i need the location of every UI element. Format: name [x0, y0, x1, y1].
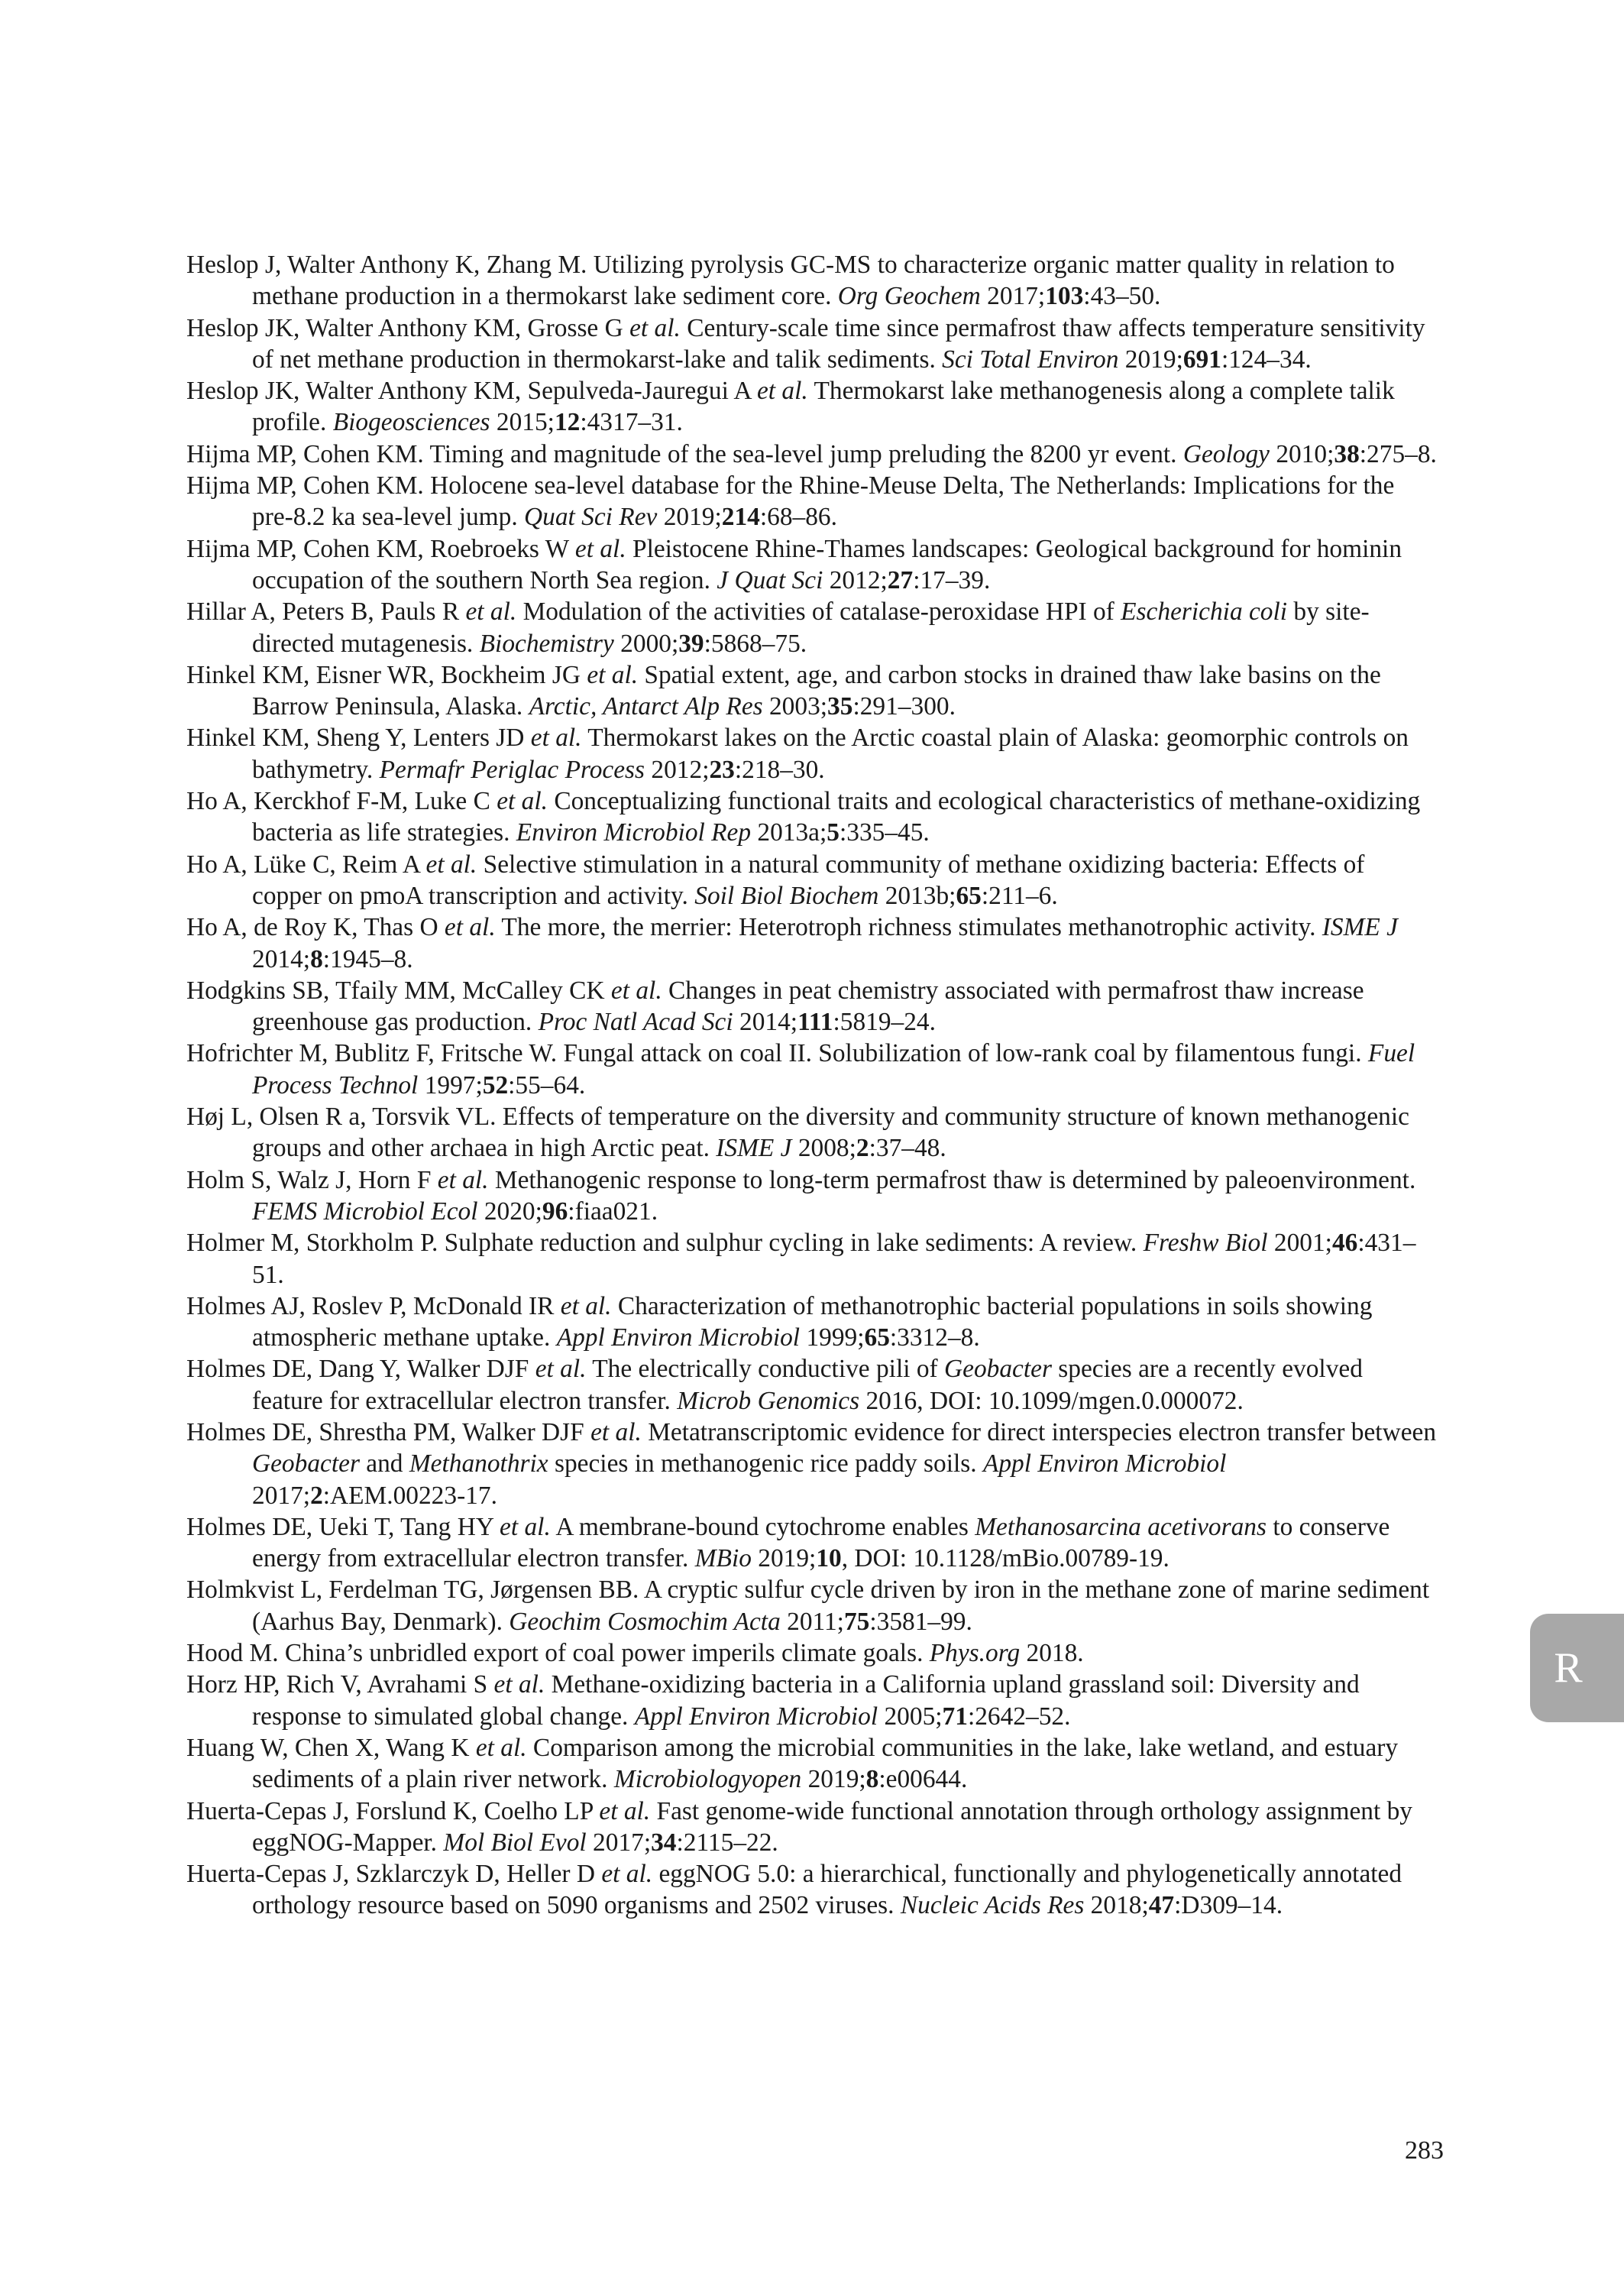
italic-text: et al. [425, 850, 477, 879]
reference-text: 2010; [1269, 439, 1334, 468]
italic-text: Phys.org [929, 1639, 1021, 1668]
reference-entry [186, 659, 1439, 723]
reference-entry [186, 722, 1439, 785]
italic-text: et al. [599, 1796, 651, 1825]
reference-text: :fiaa021. [568, 1197, 658, 1226]
bold-volume: 10 [816, 1544, 842, 1573]
reference-text: Hillar A, Peters B, Pauls R [186, 598, 466, 627]
italic-text: FEMS Microbiol Ecol [252, 1197, 478, 1226]
italic-text: et al. [610, 976, 662, 1005]
reference-text: :68–86. [759, 503, 837, 532]
reference-text: 2016, DOI: 10.1099/mgen.0.000072. [859, 1386, 1244, 1415]
reference-entry [186, 1353, 1439, 1417]
bold-volume: 2 [310, 1481, 323, 1510]
reference-text: 2017; [980, 282, 1046, 311]
reference-text: Horz HP, Rich V, Avrahami S [186, 1670, 494, 1699]
reference-text: :291–300. [852, 692, 956, 721]
section-tab [1530, 1614, 1624, 1722]
italic-text: et al. [601, 1860, 653, 1889]
reference-text: :2642–52. [967, 1702, 1071, 1731]
reference-text: Comparison among the microbial communities in the lake, lake wetland, and estuary sediments of a plain river network. [252, 1733, 1399, 1794]
reference-text: 2017; [586, 1828, 652, 1857]
reference-text: Changes in peat chemistry associated with permafrost thaw increase greenhouse gas production. [252, 976, 1364, 1037]
reference-text: 2005; [878, 1702, 943, 1731]
bold-volume: 12 [554, 408, 581, 437]
italic-text: Fuel Process Technol [252, 1039, 1415, 1100]
reference-text: Fast genome-wide functional annotation through orthology assignment by eggNOG-Mapper. [252, 1796, 1412, 1857]
reference-text: , DOI: 10.1128/mBio.00789-19. [841, 1544, 1169, 1573]
reference-entry [186, 1038, 1439, 1101]
reference-text: :4317–31. [580, 408, 683, 437]
bold-volume: 691 [1182, 345, 1221, 374]
italic-text: Biogeosciences [332, 408, 490, 437]
reference-text: Ho A, de Roy K, Thas O [186, 913, 445, 942]
reference-text: 2008; [791, 1134, 856, 1163]
section-tab-letter: R [1554, 1644, 1583, 1692]
reference-text: 2018; [1084, 1891, 1149, 1920]
reference-entry [186, 975, 1439, 1038]
reference-text: eggNOG 5.0: a hierarchical, functionally and phylogenetically annotated orthology resource based on 5090 organisms and 2502 viruses. [252, 1860, 1402, 1920]
reference-text: :275–8. [1359, 439, 1437, 468]
italic-text: Quat Sci Rev [524, 503, 658, 532]
italic-text: Proc Natl Acad Sci [538, 1008, 733, 1037]
reference-text: Hood M. China’s unbridled export of coal power imperils climate goals. [186, 1639, 930, 1668]
italic-text: MBio [694, 1544, 752, 1573]
bold-volume: 38 [1334, 439, 1360, 468]
reference-entry [186, 375, 1439, 439]
reference-text: 2001; [1267, 1229, 1332, 1258]
reference-text: Hijma MP, Cohen KM. Timing and magnitude of the sea-level jump preluding the 8200 yr event. [186, 439, 1183, 468]
italic-text: Appl Environ Microbiol [556, 1323, 801, 1352]
reference-text: 2019; [801, 1765, 866, 1794]
reference-text: Heslop JK, Walter Anthony KM, Grosse G [186, 313, 630, 342]
bold-volume: 34 [651, 1828, 677, 1857]
italic-text: Escherichia coli [1121, 598, 1288, 627]
bold-volume: 52 [482, 1070, 509, 1100]
reference-text: :55–64. [508, 1070, 586, 1100]
page-number: 283 [1405, 2136, 1444, 2165]
reference-text: Heslop J, Walter Anthony K, Zhang M. Utilizing pyrolysis GC-MS to characterize organic matter quality in relation to methane production in a thermokarst lake sediment core. [186, 251, 1395, 311]
reference-text: Holmkvist L, Ferdelman TG, Jørgensen BB. A cryptic sulfur cycle driven by iron in the methane zone of marine sediment (Aarhus Bay, Denmark). [186, 1576, 1430, 1636]
italic-text: et al. [590, 1417, 642, 1446]
reference-entry [186, 912, 1439, 975]
reference-text: Spatial extent, age, and carbon stocks in drained thaw lake basins on the Barrow Peninsula, Alaska. [252, 660, 1381, 721]
reference-text: 2012; [823, 565, 888, 594]
reference-text: Hodgkins SB, Tfaily MM, McCalley CK [186, 976, 611, 1005]
reference-entry [186, 470, 1439, 533]
italic-text: Nucleic Acids Res [900, 1891, 1085, 1920]
bold-volume: 2 [856, 1134, 869, 1163]
reference-entry [186, 533, 1439, 597]
reference-text: Holmes DE, Shrestha PM, Walker DJF [186, 1417, 591, 1446]
reference-text: 2003; [762, 692, 828, 721]
italic-text: et al. [437, 1165, 489, 1194]
italic-text: Appl Environ Microbiol [982, 1449, 1227, 1478]
reference-text: Pleistocene Rhine-Thames landscapes: Geological background for hominin occupation of the southern North Sea region. [252, 534, 1402, 594]
italic-text: Permafr Periglac Process [379, 755, 645, 784]
italic-text: et al. [444, 913, 496, 942]
italic-text: et al. [475, 1733, 527, 1762]
reference-text: 2015; [490, 408, 555, 437]
italic-text: Geology [1182, 439, 1270, 468]
reference-text: Holmes AJ, Roslev P, McDonald IR [186, 1291, 561, 1320]
bold-volume: 8 [865, 1765, 879, 1794]
reference-text: by site-directed mutagenesis. [252, 598, 1370, 658]
reference-text: 2000; [613, 629, 679, 658]
italic-text: Geobacter [944, 1355, 1052, 1384]
reference-entry [186, 785, 1439, 849]
reference-entry [186, 439, 1439, 470]
italic-text: Sci Total Environ [942, 345, 1119, 374]
reference-text: Huang W, Chen X, Wang K [186, 1733, 476, 1762]
reference-text: Holm S, Walz J, Horn F [186, 1165, 438, 1194]
reference-text: Metatranscriptomic evidence for direct interspecies electron transfer between [641, 1417, 1437, 1446]
reference-entry [186, 1227, 1439, 1291]
reference-text: species are a recently evolved feature for extracellular electron transfer. [252, 1355, 1363, 1415]
reference-text: Hijma MP, Cohen KM, Roebroeks W [186, 534, 575, 563]
reference-text: species in methanogenic rice paddy soils. [548, 1449, 983, 1478]
reference-text: Methane-oxidizing bacteria in a California upland grassland soil: Diversity and response to simulated global change. [252, 1670, 1360, 1731]
italic-text: et al. [493, 1670, 545, 1699]
reference-text: :211–6. [981, 881, 1058, 910]
reference-text: 1997; [418, 1070, 483, 1100]
reference-text: Hinkel KM, Sheng Y, Lenters JD [186, 724, 531, 753]
reference-entry [186, 1796, 1439, 1859]
italic-text: Org Geochem [837, 282, 981, 311]
italic-text: Appl Environ Microbiol [634, 1702, 878, 1731]
reference-text: Thermokarst lakes on the Arctic coastal plain of Alaska: geomorphic controls on bathymetry. [252, 724, 1409, 784]
italic-text: et al. [500, 1512, 551, 1541]
bold-volume: 8 [310, 944, 323, 973]
bold-volume: 23 [709, 755, 735, 784]
italic-text: et al. [560, 1291, 612, 1320]
reference-text: The electrically conductive pili of [586, 1355, 945, 1384]
reference-entry [186, 1417, 1439, 1511]
reference-text: :43–50. [1083, 282, 1161, 311]
reference-text: 1999; [800, 1323, 865, 1352]
bold-volume: 65 [956, 881, 982, 910]
italic-text: et al. [574, 534, 626, 563]
reference-text: A membrane-bound cytochrome enables [550, 1512, 975, 1541]
reference-text: 2019; [1118, 345, 1183, 374]
reference-list [186, 249, 1439, 1922]
italic-text: Freshw Biol [1143, 1229, 1268, 1258]
reference-text: 2018. [1020, 1639, 1084, 1668]
reference-text: Huerta-Cepas J, Forslund K, Coelho LP [186, 1796, 600, 1825]
italic-text: Methanosarcina acetivorans [975, 1512, 1267, 1541]
reference-text: Selective stimulation in a natural community of methane oxidizing bacteria: Effects of copper on pmoA transcription and activity. [252, 850, 1365, 910]
reference-text: :17–39. [913, 565, 991, 594]
reference-text: Modulation of the activities of catalase-peroxidase HPI of [516, 598, 1121, 627]
reference-text: The more, the merrier: Heterotroph richness stimulates methanotrophic activity. [495, 913, 1322, 942]
reference-entry [186, 1511, 1439, 1575]
reference-entry [186, 1101, 1439, 1164]
italic-text: ISME J [1322, 913, 1398, 942]
reference-text: :e00644. [878, 1765, 968, 1794]
italic-text: Biochemistry [479, 629, 614, 658]
reference-text: :3312–8. [889, 1323, 980, 1352]
reference-text: :218–30. [734, 755, 825, 784]
reference-text: 2017; [252, 1481, 311, 1510]
bold-volume: 111 [797, 1008, 833, 1037]
reference-text: and [359, 1449, 409, 1478]
bold-volume: 5 [827, 818, 839, 847]
reference-text: :5819–24. [833, 1008, 936, 1037]
bold-volume: 47 [1148, 1891, 1175, 1920]
bold-volume: 27 [887, 565, 914, 594]
reference-text: Conceptualizing functional traits and ecological characteristics of methane-oxidizing bacteria as life strategies. [252, 787, 1421, 847]
reference-text: Thermokarst lake methanogenesis along a complete talik profile. [252, 377, 1395, 437]
reference-entry [186, 596, 1439, 659]
reference-text: Methanogenic response to long-term permafrost thaw is determined by paleoenvironment. [488, 1165, 1416, 1194]
italic-text: et al. [497, 787, 548, 816]
reference-text: :AEM.00223-17. [322, 1481, 497, 1510]
italic-text: ISME J [716, 1134, 792, 1163]
italic-text: J Quat Sci [717, 565, 823, 594]
reference-entry [186, 249, 1439, 313]
reference-text: 2019; [751, 1544, 817, 1573]
reference-entry [186, 1291, 1439, 1354]
reference-text: :124–34. [1221, 345, 1312, 374]
reference-entry [186, 1164, 1439, 1228]
italic-text: et al. [465, 598, 517, 627]
italic-text: Methanothrix [409, 1449, 548, 1478]
reference-text: Hofrichter M, Bublitz F, Fritsche W. Fungal attack on coal II. Solubilization of low-rank coal by filamentous fungi. [186, 1039, 1368, 1068]
reference-entry [186, 1637, 1439, 1669]
reference-text: :335–45. [839, 818, 930, 847]
italic-text: Mol Biol Evol [443, 1828, 587, 1857]
reference-text: :1945–8. [322, 944, 413, 973]
reference-text: Holmer M, Storkholm P. Sulphate reduction and sulphur cycling in lake sediments: A review. [186, 1229, 1144, 1258]
reference-entry [186, 1574, 1439, 1637]
reference-text: Heslop JK, Walter Anthony KM, Sepulveda-Jauregui A [186, 377, 757, 406]
italic-text: Soil Biol Biochem [694, 881, 879, 910]
reference-text: Characterization of methanotrophic bacterial populations in soils showing atmospheric methane uptake. [252, 1291, 1373, 1352]
reference-text: 2012; [645, 755, 710, 784]
bold-volume: 103 [1045, 282, 1084, 311]
reference-text: :D309–14. [1174, 1891, 1283, 1920]
italic-text: Geobacter [252, 1449, 360, 1478]
italic-text: Arctic, Antarct Alp Res [529, 692, 763, 721]
reference-text: Hinkel KM, Eisner WR, Bockheim JG [186, 660, 587, 689]
reference-entry [186, 1732, 1439, 1796]
bold-volume: 46 [1331, 1229, 1358, 1258]
reference-text: 2014; [733, 1008, 798, 1037]
reference-text: :2115–22. [676, 1828, 778, 1857]
italic-text: et al. [587, 660, 639, 689]
italic-text: Geochim Cosmochim Acta [509, 1607, 781, 1636]
bold-volume: 96 [542, 1197, 568, 1226]
italic-text: et al. [756, 377, 808, 406]
reference-text: 2020; [477, 1197, 542, 1226]
reference-text: Hijma MP, Cohen KM. Holocene sea-level database for the Rhine-Meuse Delta, The Netherlands: Implications for the pre-8.2 ka sea-level jump. [186, 471, 1395, 532]
reference-text: Ho A, Kerckhof F-M, Luke C [186, 787, 497, 816]
reference-text: Holmes DE, Ueki T, Tang HY [186, 1512, 500, 1541]
bold-volume: 214 [721, 503, 760, 532]
italic-text: et al. [535, 1355, 587, 1384]
bold-volume: 75 [843, 1607, 870, 1636]
italic-text: et al. [530, 724, 582, 753]
reference-entry [186, 849, 1439, 912]
reference-text: 2013a; [751, 818, 827, 847]
italic-text: Microbiologyopen [613, 1765, 802, 1794]
reference-text: Holmes DE, Dang Y, Walker DJF [186, 1355, 535, 1384]
italic-text: Environ Microbiol Rep [516, 818, 752, 847]
reference-text: Høj L, Olsen R a, Torsvik VL. Effects of temperature on the diversity and community structure of known methanogenic groups and other archaea in high Arctic peat. [186, 1103, 1409, 1163]
bold-volume: 71 [942, 1702, 968, 1731]
reference-entry [186, 1669, 1439, 1732]
reference-text: :431–51. [252, 1229, 1416, 1289]
italic-text: et al. [629, 313, 681, 342]
bold-volume: 35 [827, 692, 853, 721]
bold-volume: 39 [678, 629, 704, 658]
reference-entry [186, 313, 1439, 376]
reference-text: Ho A, Lüke C, Reim A [186, 850, 426, 879]
reference-text: to conserve energy from extracellular electron transfer. [252, 1512, 1390, 1573]
reference-text: :37–48. [869, 1134, 946, 1163]
reference-text: Huerta-Cepas J, Szklarczyk D, Heller D [186, 1860, 602, 1889]
italic-text: Microb Genomics [677, 1386, 860, 1415]
reference-text: :5868–75. [704, 629, 807, 658]
reference-text: Century-scale time since permafrost thaw affects temperature sensitivity of net methane production in thermokarst-lake and talik sediments. [252, 313, 1425, 374]
reference-text: :3581–99. [869, 1607, 972, 1636]
reference-text: 2014; [252, 944, 311, 973]
reference-entry [186, 1858, 1439, 1922]
reference-text: 2011; [780, 1607, 844, 1636]
reference-text: 2013b; [878, 881, 956, 910]
bold-volume: 65 [864, 1323, 890, 1352]
reference-text: 2019; [657, 503, 722, 532]
